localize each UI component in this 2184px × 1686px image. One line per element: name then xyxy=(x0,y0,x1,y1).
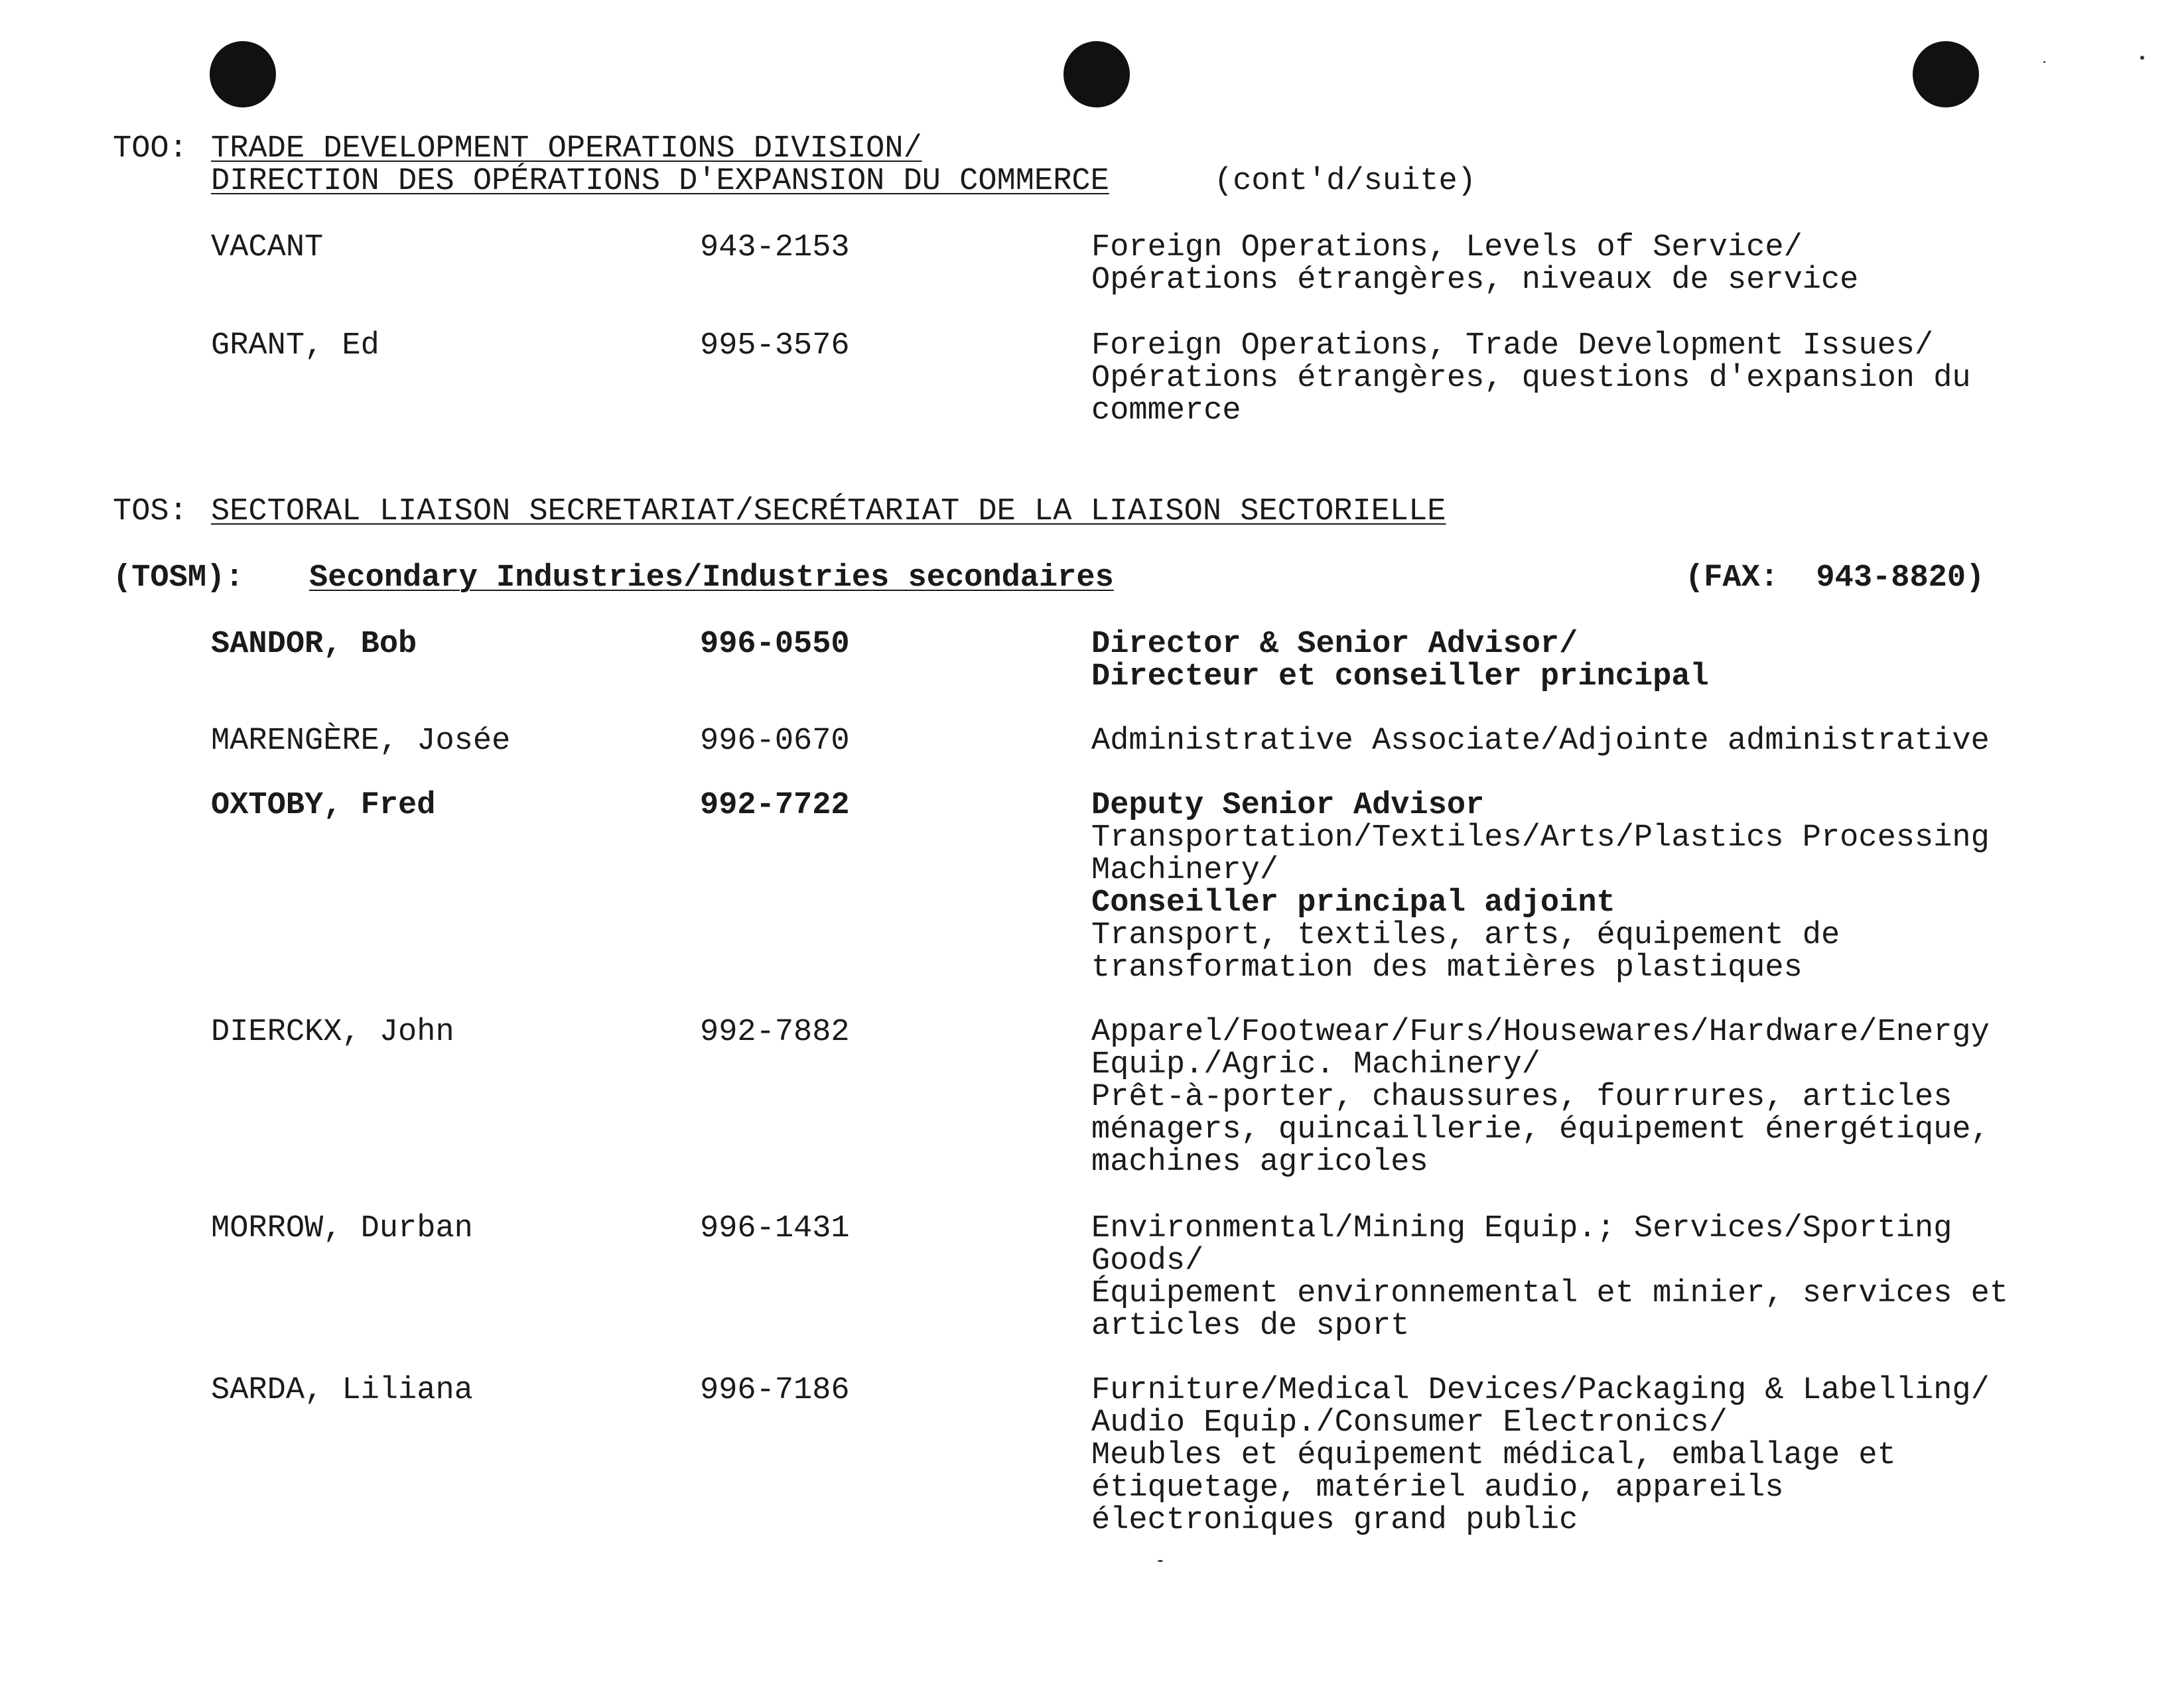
entry-phone: 992-7882 xyxy=(700,1015,850,1050)
description-line: étiquetage, matériel audio, appareils xyxy=(1091,1470,1784,1506)
section-title-too-line2: DIRECTION DES OPÉRATIONS D'EXPANSION DU COMMERCE xyxy=(211,164,1109,199)
section-code-too: TOO: xyxy=(113,131,188,166)
description-line: Prêt-à-porter, chaussures, fourrures, articles xyxy=(1091,1080,1952,1115)
entry-description xyxy=(1091,725,2179,757)
description-line: Machinery/ xyxy=(1091,853,1279,888)
entry-phone: 995-3576 xyxy=(700,328,850,363)
description-line: Equip./Agric. Machinery/ xyxy=(1091,1047,1540,1082)
entry-phone: 996-1431 xyxy=(700,1211,850,1246)
scan-speck xyxy=(2140,56,2144,60)
entry-phone: 992-7722 xyxy=(700,788,850,823)
binder-hole-left xyxy=(210,41,276,107)
fax-number: (FAX: 943-8820) xyxy=(1685,560,1985,596)
description-line: transformation des matières plastiques xyxy=(1091,950,1803,986)
entry-description xyxy=(1091,628,2179,693)
description-line: Opérations étrangères, questions d'expansion du xyxy=(1091,361,1971,396)
entry-description xyxy=(1091,1016,2179,1179)
entry-name: GRANT, Ed xyxy=(211,328,379,363)
description-line: Furniture/Medical Devices/Packaging & Labelling/ xyxy=(1091,1373,1990,1408)
description-line: Transport, textiles, arts, équipement de xyxy=(1091,918,1840,953)
description-line: Conseiller principal adjoint xyxy=(1091,885,1615,921)
entry-phone: 943-2153 xyxy=(700,230,850,265)
description-line: Transportation/Textiles/Arts/Plastics Processing xyxy=(1091,820,1990,856)
description-line: machines agricoles xyxy=(1091,1145,1428,1180)
entry-name: SARDA, Liliana xyxy=(211,1373,473,1408)
description-line: commerce xyxy=(1091,393,1241,428)
description-line: Directeur et conseiller principal xyxy=(1091,659,1709,694)
description-line: articles de sport xyxy=(1091,1309,1410,1344)
entry-name: DIERCKX, John xyxy=(211,1015,454,1050)
entry-description xyxy=(1091,1374,2179,1537)
description-line: Administrative Associate/Adjointe administrative xyxy=(1091,724,1990,759)
scan-speck xyxy=(1158,1560,1163,1562)
description-line: Director & Senior Advisor/ xyxy=(1091,627,1578,662)
section-code-tos: TOS: xyxy=(113,494,188,529)
section-title-tos: SECTORAL LIAISON SECRETARIAT/SECRÉTARIAT DE LA LIAISON SECTORIELLE xyxy=(211,494,1446,529)
entry-description xyxy=(1091,789,2179,984)
binder-hole-center xyxy=(1063,41,1130,107)
entry-name: VACANT xyxy=(211,230,324,265)
entry-description xyxy=(1091,330,2179,427)
description-line: Goods/ xyxy=(1091,1244,1204,1279)
subsection-code: (TOSM): xyxy=(113,560,244,596)
entry-name: MORROW, Durban xyxy=(211,1211,473,1246)
description-line: Audio Equip./Consumer Electronics/ xyxy=(1091,1405,1728,1441)
scan-speck xyxy=(2043,61,2045,63)
entry-phone: 996-0670 xyxy=(700,724,850,759)
section-title-too-line1: TRADE DEVELOPMENT OPERATIONS DIVISION/ xyxy=(211,131,922,166)
entry-name: SANDOR, Bob xyxy=(211,627,417,662)
description-line: Foreign Operations, Levels of Service/ xyxy=(1091,230,1803,265)
entry-phone: 996-0550 xyxy=(700,627,850,662)
subsection-title: Secondary Industries/Industries secondaires xyxy=(309,560,1114,596)
entry-name: OXTOBY, Fred xyxy=(211,788,436,823)
description-line: Foreign Operations, Trade Development Issues/ xyxy=(1091,328,1934,363)
entry-description xyxy=(1091,231,2179,296)
description-line: Environmental/Mining Equip.; Services/Sporting xyxy=(1091,1211,1952,1246)
description-line: Opérations étrangères, niveaux de service xyxy=(1091,263,1859,298)
continued-note: (cont'd/suite) xyxy=(1214,164,1476,199)
description-line: Deputy Senior Advisor xyxy=(1091,788,1485,823)
entry-description xyxy=(1091,1212,2179,1342)
entry-name: MARENGÈRE, Josée xyxy=(211,724,511,759)
entry-phone: 996-7186 xyxy=(700,1373,850,1408)
description-line: ménagers, quincaillerie, équipement énergétique, xyxy=(1091,1112,1990,1147)
description-line: Apparel/Footwear/Furs/Housewares/Hardware/Energy xyxy=(1091,1015,1990,1050)
description-line: électroniques grand public xyxy=(1091,1503,1578,1538)
description-line: Meubles et équipement médical, emballage et xyxy=(1091,1438,1896,1473)
description-line: Équipement environnemental et minier, services et xyxy=(1091,1276,2009,1311)
binder-hole-right xyxy=(1913,41,1979,107)
